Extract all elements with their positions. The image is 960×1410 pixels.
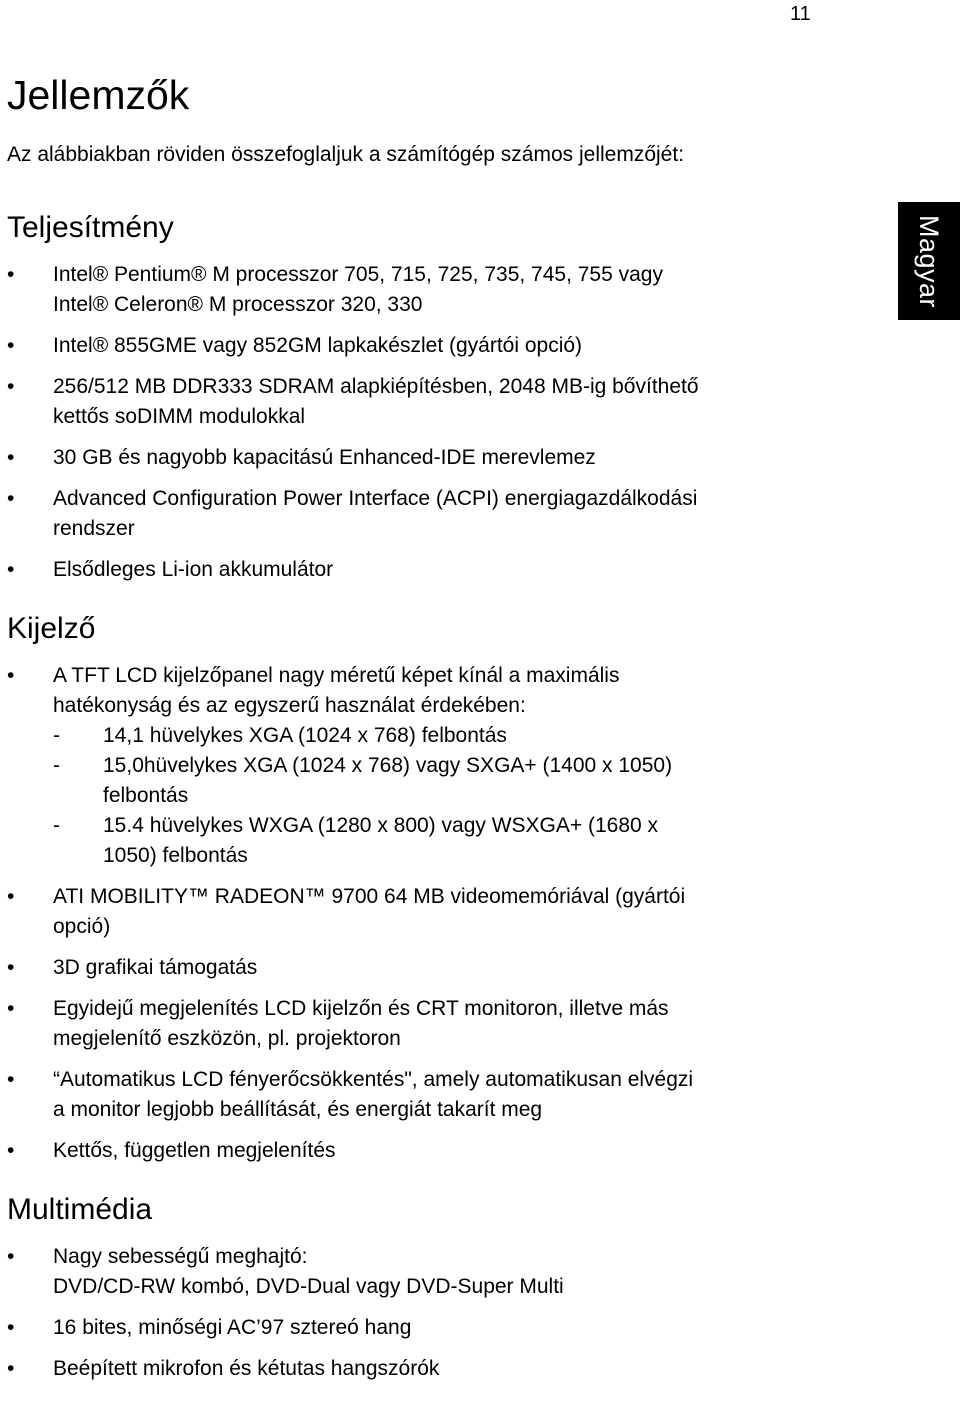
list-item-line: ATI MOBILITY™ RADEON™ 9700 64 MB videomemóriával (gyártói — [53, 885, 686, 908]
bullet-icon: • — [7, 997, 15, 1020]
feature-list — [7, 661, 887, 1166]
bullet-icon: • — [7, 375, 15, 398]
sections-container — [7, 210, 887, 1384]
list-item-line: 30 GB és nagyobb kapacitású Enhanced-IDE merevlemez — [53, 446, 596, 469]
language-side-tab — [898, 202, 960, 320]
page-title: Jellemzők — [7, 72, 190, 118]
sub-list-item — [53, 721, 887, 751]
list-item-line: Elsődleges Li-ion akkumulátor — [53, 558, 334, 581]
section-heading: Teljesítmény — [7, 211, 174, 244]
list-item-line: “Automatikus LCD fényerőcsökkentés", amely automatikusan elvégzi — [53, 1068, 694, 1091]
list-item — [7, 882, 887, 942]
bullet-icon: • — [7, 1316, 15, 1339]
list-item-line: Beépített mikrofon és kétutas hangszórók — [53, 1357, 440, 1380]
feature-list — [7, 260, 887, 585]
list-item — [7, 260, 887, 320]
list-item-line: Kettős, független megjelenítés — [53, 1139, 336, 1162]
list-item-line: 16 bites, minőségi AC’97 sztereó hang — [53, 1316, 412, 1339]
list-item — [7, 555, 887, 585]
list-item-line: Nagy sebességű meghajtó: — [53, 1245, 308, 1268]
list-item-line: 256/512 MB DDR333 SDRAM alapkiépítésben, 2048 MB-ig bővíthető — [53, 375, 699, 398]
list-item — [7, 1313, 887, 1343]
bullet-icon: • — [7, 885, 15, 908]
sub-list-item — [53, 751, 887, 811]
list-item — [7, 1354, 887, 1384]
section-heading: Kijelző — [7, 612, 96, 645]
list-item — [7, 484, 887, 544]
list-item — [7, 994, 887, 1054]
list-item — [7, 661, 887, 871]
list-item — [7, 953, 887, 983]
document-body — [7, 68, 887, 1410]
list-item-line: rendszer — [53, 517, 135, 540]
bullet-icon: • — [7, 446, 15, 469]
dash-icon: - — [53, 754, 60, 777]
list-item-line: opció) — [53, 915, 111, 938]
bullet-icon: • — [7, 1245, 15, 1268]
list-item-line: kettős soDIMM modulokkal — [53, 405, 306, 428]
bullet-icon: • — [7, 1139, 15, 1162]
list-item-line: a monitor legjobb beállítását, és energiát takarít meg — [53, 1098, 543, 1121]
page-number: 11 — [790, 3, 811, 25]
language-tab-label: Magyar — [914, 214, 945, 308]
list-item — [7, 1136, 887, 1166]
list-item-line: megjelenítő eszközön, pl. projektoron — [53, 1027, 401, 1050]
list-item-line: hatékonyság és az egyszerű használat érdekében: — [53, 694, 526, 717]
list-item-line: Intel® 855GME vagy 852GM lapkakészlet (gyártói opció) — [53, 334, 583, 357]
section-heading: Multimédia — [7, 1193, 153, 1226]
sub-list-item-line: 15,0hüvelykes XGA (1024 x 768) vagy SXGA+ (1400 x 1050) — [103, 754, 673, 777]
bullet-icon: • — [7, 487, 15, 510]
list-item-line: A TFT LCD kijelzőpanel nagy méretű képet kínál a maximális — [53, 664, 620, 687]
list-item-line: Advanced Configuration Power Interface (ACPI) energiagazdálkodási — [53, 487, 698, 510]
list-item — [7, 372, 887, 432]
list-item-line: Intel® Celeron® M processzor 320, 330 — [53, 293, 423, 316]
bullet-icon: • — [7, 334, 15, 357]
list-item-line: DVD/CD-RW kombó, DVD-Dual vagy DVD-Super Multi — [53, 1275, 564, 1298]
sub-list-item-line: 1050) felbontás — [103, 844, 248, 867]
list-item — [7, 443, 887, 473]
list-item — [7, 331, 887, 361]
sub-list — [53, 721, 887, 871]
list-item-line: Intel® Pentium® M processzor 705, 715, 725, 735, 745, 755 vagy — [53, 263, 663, 286]
intro-paragraph: Az alábbiakban röviden összefoglaljuk a számítógép számos jellemzőjét: — [7, 143, 685, 166]
bullet-icon: • — [7, 263, 15, 286]
bullet-icon: • — [7, 956, 15, 979]
bullet-icon: • — [7, 664, 15, 687]
sub-list-item — [53, 811, 887, 871]
list-item — [7, 1242, 887, 1302]
bullet-icon: • — [7, 1068, 15, 1091]
sub-list-item-line: 15.4 hüvelykes WXGA (1280 x 800) vagy WSXGA+ (1680 x — [103, 814, 659, 837]
bullet-icon: • — [7, 1357, 15, 1380]
sub-list-item-line: felbontás — [103, 784, 189, 807]
list-item-line: Egyidejű megjelenítés LCD kijelzőn és CRT monitoron, illetve más — [53, 997, 669, 1020]
list-item-line: 3D grafikai támogatás — [53, 956, 258, 979]
dash-icon: - — [53, 724, 60, 747]
bullet-icon: • — [7, 558, 15, 581]
sub-list-item-line: 14,1 hüvelykes XGA (1024 x 768) felbontás — [103, 724, 507, 747]
list-item — [7, 1065, 887, 1125]
feature-list — [7, 1242, 887, 1384]
dash-icon: - — [53, 814, 60, 837]
